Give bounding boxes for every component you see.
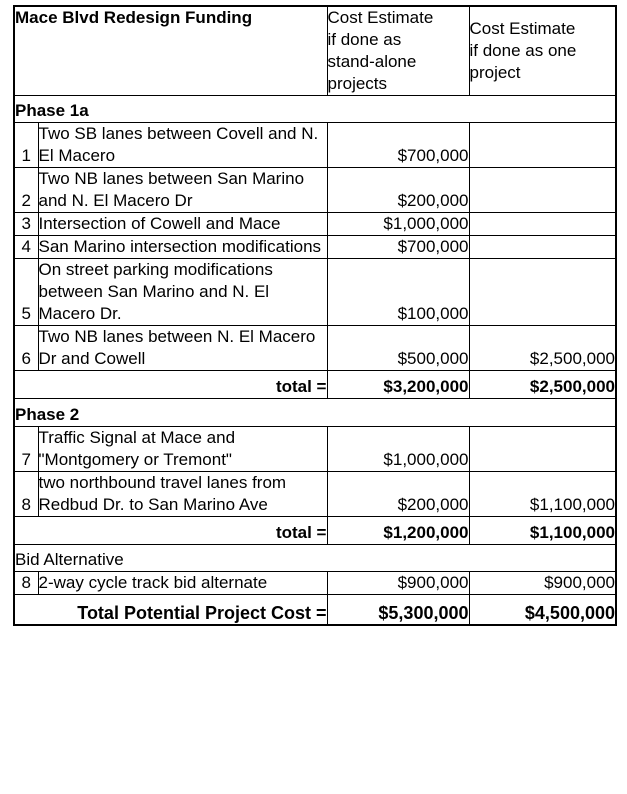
section-total-one-project: $1,100,000 (469, 517, 616, 545)
section-total-label: total = (14, 371, 327, 399)
column-header-one-project (469, 6, 616, 96)
table-title: Mace Blvd Redesign Funding (14, 6, 327, 96)
section-header-row (14, 96, 616, 123)
row-description: 2-way cycle track bid alternate (38, 572, 327, 595)
column-header-one-project-line1: Cost Estimate (469, 19, 576, 38)
column-header-standalone (327, 6, 469, 96)
column-header-standalone-line4: projects (327, 74, 388, 93)
row-number: 8 (14, 572, 38, 595)
column-header-standalone-line3: stand-alone (327, 52, 417, 71)
row-cost-one-project (469, 123, 616, 168)
row-cost-standalone: $700,000 (327, 123, 469, 168)
table-row (14, 326, 616, 371)
row-number: 1 (14, 123, 38, 168)
row-cost-standalone: $1,000,000 (327, 213, 469, 236)
table-row (14, 572, 616, 595)
row-cost-one-project (469, 427, 616, 472)
grand-total-label: Total Potential Project Cost = (14, 595, 327, 626)
row-description: On street parking modifications between San Marino and N. El Macero Dr. (38, 259, 327, 326)
row-number: 7 (14, 427, 38, 472)
row-cost-one-project: $1,100,000 (469, 472, 616, 517)
funding-table-sheet (13, 5, 615, 781)
row-description: Two NB lanes between San Marino and N. El Macero Dr (38, 168, 327, 213)
row-cost-one-project (469, 259, 616, 326)
section-title-bid-alternative: Bid Alternative (14, 545, 616, 572)
row-description: two northbound travel lanes from Redbud Dr. to San Marino Ave (38, 472, 327, 517)
row-cost-standalone: $200,000 (327, 472, 469, 517)
row-cost-standalone: $200,000 (327, 168, 469, 213)
row-cost-one-project (469, 236, 616, 259)
row-cost-one-project (469, 168, 616, 213)
table-row (14, 236, 616, 259)
row-cost-standalone: $1,000,000 (327, 427, 469, 472)
column-header-standalone-line2: if done as (327, 30, 402, 49)
grand-total-standalone: $5,300,000 (327, 595, 469, 626)
grand-total-one-project: $4,500,000 (469, 595, 616, 626)
row-description: San Marino intersection modifications (38, 236, 327, 259)
row-cost-standalone: $900,000 (327, 572, 469, 595)
column-header-one-project-line2: if done as one (469, 41, 577, 60)
section-total-row (14, 371, 616, 399)
table-row (14, 168, 616, 213)
table-row (14, 472, 616, 517)
row-number: 8 (14, 472, 38, 517)
row-description: Traffic Signal at Mace and "Montgomery or Tremont" (38, 427, 327, 472)
row-number: 3 (14, 213, 38, 236)
column-header-one-project-line3: project (469, 63, 521, 82)
row-cost-one-project: $2,500,000 (469, 326, 616, 371)
row-number: 2 (14, 168, 38, 213)
grand-total-row (14, 595, 616, 626)
mace-blvd-funding-table (13, 5, 617, 626)
section-total-row (14, 517, 616, 545)
row-number: 5 (14, 259, 38, 326)
section-title-phase-2: Phase 2 (14, 399, 616, 427)
row-number: 4 (14, 236, 38, 259)
section-title-phase-1a: Phase 1a (14, 96, 616, 123)
row-description: Two NB lanes between N. El Macero Dr and Cowell (38, 326, 327, 371)
section-total-standalone: $1,200,000 (327, 517, 469, 545)
row-cost-standalone: $500,000 (327, 326, 469, 371)
row-number: 6 (14, 326, 38, 371)
row-description: Intersection of Cowell and Mace (38, 213, 327, 236)
table-row (14, 427, 616, 472)
row-cost-one-project: $900,000 (469, 572, 616, 595)
row-description: Two SB lanes between Covell and N. El Macero (38, 123, 327, 168)
row-cost-standalone: $700,000 (327, 236, 469, 259)
section-header-row (14, 399, 616, 427)
row-cost-standalone: $100,000 (327, 259, 469, 326)
table-header-row (14, 6, 616, 96)
table-row (14, 213, 616, 236)
table-row (14, 259, 616, 326)
section-total-one-project: $2,500,000 (469, 371, 616, 399)
section-total-label: total = (14, 517, 327, 545)
column-header-standalone-line1: Cost Estimate (327, 8, 434, 27)
section-total-standalone: $3,200,000 (327, 371, 469, 399)
section-header-row (14, 545, 616, 572)
table-row (14, 123, 616, 168)
row-cost-one-project (469, 213, 616, 236)
